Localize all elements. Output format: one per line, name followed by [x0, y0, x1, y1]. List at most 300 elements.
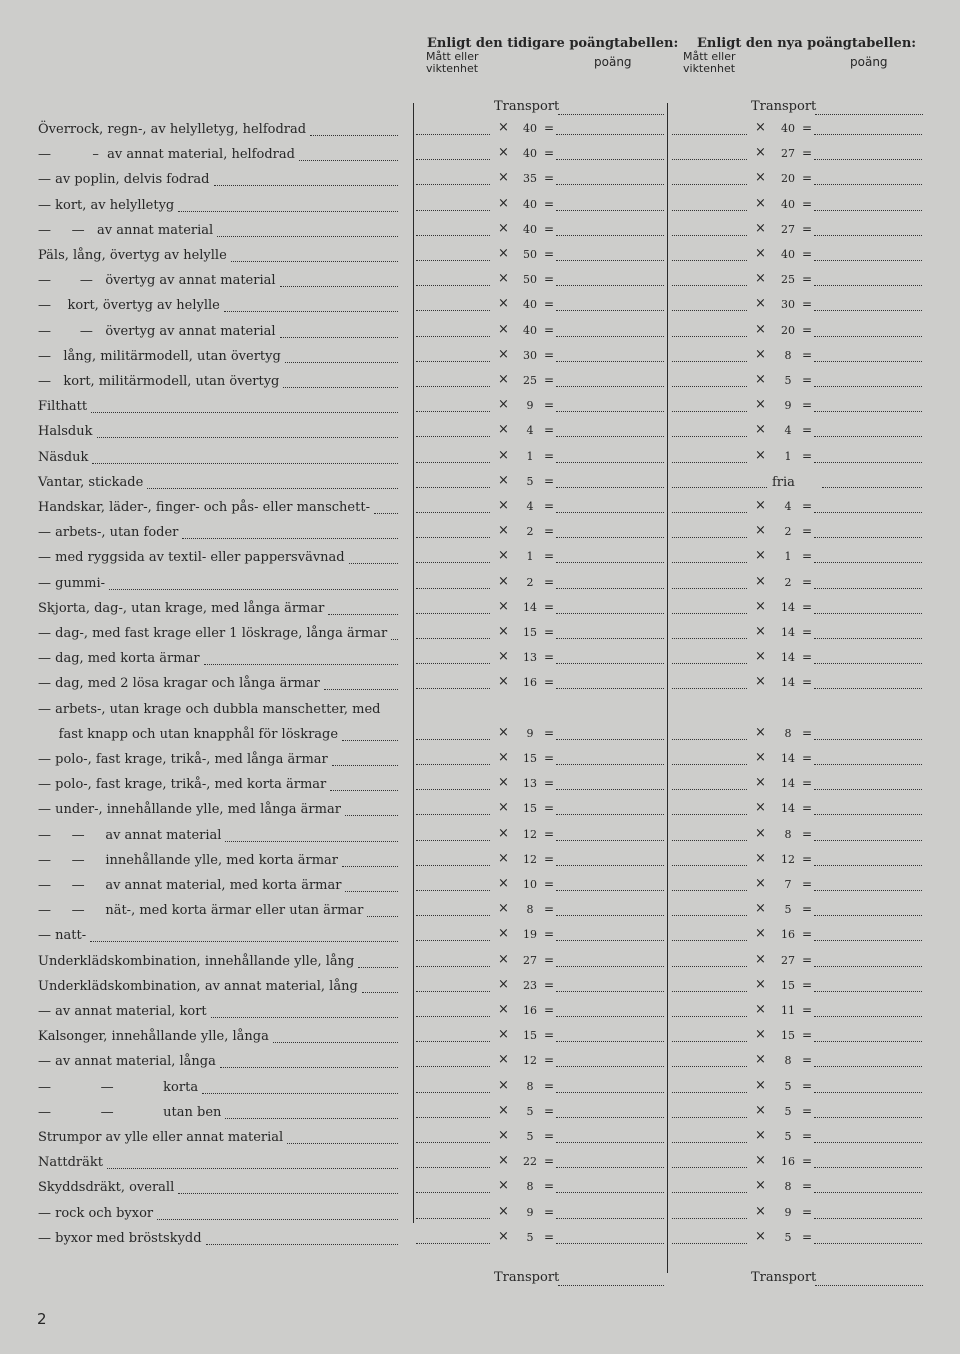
label-leader-dots	[91, 411, 398, 413]
multiply-sign: ×	[498, 876, 509, 891]
multiply-sign: ×	[498, 951, 509, 967]
multiply-sign: ×	[498, 246, 509, 261]
equals-sign: =	[802, 373, 813, 387]
equals-sign: =	[802, 247, 813, 261]
new-result-dots	[814, 1117, 922, 1118]
label-leader-dots	[349, 562, 398, 564]
old-points-value: 1	[526, 449, 534, 463]
old-result-dots	[556, 1192, 664, 1193]
old-result-dots	[556, 134, 664, 135]
old-result-dots	[556, 940, 664, 941]
item-label: Nattdräkt	[38, 1155, 103, 1171]
equals-sign: =	[802, 826, 813, 841]
old-measure-dots	[416, 814, 490, 815]
equals-sign: =	[544, 1229, 555, 1244]
multiply-sign: ×	[755, 1052, 766, 1068]
equals-sign: =	[544, 625, 555, 639]
old-result-dots	[556, 159, 664, 160]
old-points-value: 40	[523, 197, 537, 211]
multiply-sign: ×	[755, 220, 766, 236]
new-points-value: 4	[784, 424, 792, 438]
page-number: 2	[37, 1310, 47, 1328]
multiply-sign: ×	[755, 447, 766, 463]
table-row	[0, 294, 960, 319]
old-measure-dots	[416, 991, 490, 992]
equals-sign: =	[544, 524, 555, 539]
new-measure-dots	[672, 688, 747, 689]
equals-sign: =	[544, 1129, 555, 1143]
item-label: — — av annat material	[38, 222, 214, 238]
new-points-value: 11	[781, 1004, 795, 1017]
new-points-value: 7	[784, 878, 792, 891]
old-measure-dots	[416, 1243, 490, 1244]
new-points-value: 2	[784, 525, 792, 539]
label-leader-dots	[273, 1041, 398, 1043]
old-points-value: 10	[523, 878, 537, 891]
new-points-value: 30	[781, 298, 795, 312]
new-result-dots	[814, 386, 922, 387]
table-row	[0, 1151, 960, 1176]
multiply-sign: ×	[498, 498, 509, 513]
equals-sign: =	[544, 196, 555, 211]
label-leader-dots	[147, 487, 398, 489]
new-points-value: 5	[784, 1130, 792, 1143]
old-points-value: 5	[526, 1230, 534, 1244]
multiply-sign: ×	[498, 624, 509, 639]
label-leader-dots	[310, 134, 398, 136]
equals-sign: =	[802, 524, 813, 539]
old-measure-dots	[416, 462, 490, 463]
old-measure-dots	[416, 1142, 490, 1143]
table-row	[0, 370, 960, 395]
old-measure-dots	[416, 487, 490, 488]
new-points-value: 14	[781, 777, 795, 791]
new-measure-dots	[672, 991, 747, 992]
multiply-sign: ×	[755, 926, 766, 942]
table-row	[0, 244, 960, 269]
new-result-dots	[814, 915, 922, 916]
multiply-sign: ×	[498, 674, 509, 690]
new-points-value: 9	[784, 399, 792, 413]
equals-sign: =	[802, 272, 813, 287]
equals-sign: =	[544, 297, 555, 312]
multiply-sign: ×	[498, 422, 509, 438]
multiply-sign: ×	[498, 1027, 509, 1043]
old-measure-dots	[416, 1218, 490, 1219]
equals-sign: =	[544, 1053, 555, 1068]
new-measure-dots	[672, 940, 747, 941]
multiply-sign: ×	[755, 1178, 766, 1194]
equals-sign: =	[544, 1078, 555, 1093]
old-points-value: 14	[523, 600, 537, 614]
old-result-dots	[556, 310, 664, 311]
multiply-sign: ×	[498, 901, 509, 917]
item-label: — av annat material, långa	[38, 1054, 216, 1070]
old-result-dots	[556, 260, 664, 261]
equals-sign: =	[802, 952, 813, 967]
new-measure-dots	[672, 1142, 747, 1143]
equals-sign: =	[802, 877, 813, 891]
multiply-sign: ×	[498, 296, 509, 312]
label-leader-dots	[178, 210, 398, 212]
item-label: — natt-	[38, 928, 87, 944]
label-leader-dots	[342, 739, 398, 741]
new-measure-dots	[672, 1192, 747, 1193]
multiply-sign: ×	[498, 447, 509, 463]
old-result-dots	[556, 991, 664, 992]
equals-sign: =	[802, 776, 813, 791]
multiply-sign: ×	[498, 1203, 509, 1219]
old-points-label: poäng	[594, 55, 632, 69]
old-points-value: 19	[523, 928, 537, 942]
transport-top-old: Transport	[494, 99, 560, 114]
new-result-dots	[814, 865, 922, 866]
new-points-value: 40	[781, 197, 795, 211]
multiply-sign: ×	[498, 321, 509, 337]
label-leader-dots	[345, 814, 398, 816]
new-result-dots	[814, 789, 922, 790]
label-leader-dots	[211, 1016, 398, 1018]
old-points-value: 22	[523, 1155, 537, 1169]
equals-sign: =	[544, 373, 555, 387]
multiply-sign: ×	[498, 1153, 509, 1169]
multiply-sign: ×	[755, 372, 766, 387]
equals-sign: =	[544, 650, 555, 665]
new-points-value: 9	[784, 1205, 792, 1219]
label-leader-dots	[362, 991, 398, 993]
new-points-value: 12	[781, 852, 795, 866]
multiply-sign: ×	[755, 120, 766, 135]
multiply-sign: ×	[498, 649, 509, 665]
multiply-sign: ×	[498, 472, 509, 488]
equals-sign: =	[544, 1179, 555, 1194]
label-leader-dots	[287, 1142, 398, 1144]
old-measure-dots	[416, 688, 490, 689]
table-row	[0, 521, 960, 546]
table-row	[0, 471, 960, 496]
new-measure-dots	[672, 235, 747, 236]
old-measure-dots	[416, 512, 490, 513]
multiply-sign: ×	[498, 120, 509, 135]
equals-sign: =	[544, 499, 555, 513]
new-result-dots	[814, 966, 922, 967]
multiply-sign: ×	[498, 775, 509, 791]
label-leader-dots	[225, 840, 398, 842]
multiply-sign: ×	[755, 800, 766, 816]
old-points-value: 16	[523, 676, 537, 690]
label-leader-dots	[324, 688, 398, 690]
new-measure-dots	[672, 1117, 747, 1118]
item-label: — dag, med korta ärmar	[38, 651, 200, 667]
new-measure-dots	[672, 613, 747, 614]
equals-sign: =	[544, 221, 555, 236]
table-row	[0, 320, 960, 345]
equals-sign: =	[802, 927, 813, 942]
item-label: — — av annat material, med korta ärmar	[38, 878, 342, 893]
multiply-sign: ×	[755, 775, 766, 791]
equals-sign: =	[544, 549, 555, 564]
equals-sign: =	[802, 171, 813, 186]
equals-sign: =	[802, 902, 813, 917]
new-points-value: 1	[784, 550, 792, 564]
old-points-value: 13	[523, 777, 537, 791]
new-measure-dots	[672, 890, 747, 891]
multiply-sign: ×	[755, 170, 766, 186]
item-label: — — innehållande ylle, med korta ärmar	[38, 852, 339, 868]
new-result-dots	[814, 1092, 922, 1093]
new-points-value: 27	[781, 222, 795, 236]
multiply-sign: ×	[498, 1102, 509, 1118]
new-measure-dots	[672, 260, 747, 261]
old-result-dots	[556, 1218, 664, 1219]
old-measure-dots	[416, 789, 490, 790]
new-result-dots	[822, 487, 922, 488]
equals-sign: =	[544, 448, 555, 463]
old-measure-dots	[416, 840, 490, 841]
item-label: — gummi-	[38, 575, 106, 591]
equals-sign: =	[544, 952, 555, 967]
new-result-dots	[814, 336, 922, 337]
new-measure-dots	[672, 739, 747, 740]
label-leader-dots	[157, 1218, 398, 1220]
equals-sign: =	[544, 247, 555, 261]
item-label: — – av annat material, helfodrad	[38, 147, 295, 163]
old-points-value: 15	[523, 802, 537, 816]
equals-sign: =	[544, 801, 555, 816]
table-row	[0, 798, 960, 823]
multiply-sign: ×	[755, 1002, 766, 1017]
label-leader-dots	[374, 512, 398, 514]
equals-sign: =	[544, 1154, 555, 1169]
multiply-sign: ×	[498, 271, 509, 287]
label-leader-dots	[342, 865, 398, 867]
table-row	[0, 118, 960, 143]
old-points-value: 50	[523, 248, 537, 261]
table-row	[0, 269, 960, 294]
old-result-dots	[556, 638, 664, 639]
multiply-sign: ×	[755, 397, 766, 413]
item-label: Kalsonger, innehållande ylle, långa	[38, 1029, 269, 1045]
label-leader-dots	[231, 260, 398, 262]
equals-sign: =	[544, 473, 555, 488]
item-label: — lång, militärmodell, utan övertyg	[38, 348, 281, 364]
new-points-value: 5	[784, 1079, 792, 1093]
multiply-sign: ×	[498, 1228, 509, 1244]
new-measure-dots	[672, 210, 747, 211]
old-result-dots	[556, 764, 664, 765]
label-leader-dots	[358, 966, 398, 968]
multiply-sign: ×	[755, 1027, 766, 1043]
new-measure-dots	[672, 436, 747, 437]
table-row	[0, 1101, 960, 1126]
new-points-value: 14	[781, 600, 795, 614]
new-measure-dots	[672, 462, 747, 463]
label-leader-dots	[182, 537, 398, 539]
old-points-value: 40	[523, 122, 537, 135]
table-row	[0, 219, 960, 244]
new-measure-dots	[672, 1167, 747, 1168]
multiply-sign: ×	[755, 246, 766, 261]
item-label: — kort, av helylletyg	[38, 197, 175, 213]
new-result-dots	[814, 739, 922, 740]
new-result-dots	[814, 663, 922, 664]
multiply-sign: ×	[498, 1002, 509, 1017]
old-result-dots	[556, 1066, 664, 1067]
new-measure-dots	[672, 814, 747, 815]
new-measure-dots	[672, 134, 747, 135]
item-label: — dag-, med fast krage eller 1 löskrage, långa ärmar	[38, 626, 388, 641]
table-row	[0, 572, 960, 597]
multiply-sign: ×	[755, 573, 766, 589]
equals-sign: =	[544, 1003, 555, 1017]
new-measure-dots	[672, 285, 747, 286]
transport-bottom-new-line	[815, 1284, 923, 1286]
new-points-value: 4	[784, 500, 792, 513]
multiply-sign: ×	[755, 825, 766, 841]
new-result-dots	[814, 1041, 922, 1042]
old-measure-dots	[416, 588, 490, 589]
multiply-sign: ×	[755, 1228, 766, 1244]
old-points-value: 4	[526, 500, 534, 513]
old-measure-dots	[416, 1117, 490, 1118]
label-leader-dots	[299, 159, 398, 161]
label-leader-dots	[90, 940, 398, 942]
old-points-value: 5	[526, 1130, 534, 1143]
old-points-value: 13	[523, 651, 537, 665]
old-measure-dots	[416, 1192, 490, 1193]
multiply-sign: ×	[755, 876, 766, 891]
equals-sign: =	[802, 1053, 813, 1068]
equals-sign: =	[544, 776, 555, 791]
old-result-dots	[556, 562, 664, 563]
new-points-value: 14	[781, 651, 795, 665]
label-leader-dots	[206, 1243, 398, 1245]
old-points-value: 8	[526, 903, 534, 917]
multiply-sign: ×	[498, 750, 509, 765]
equals-sign: =	[544, 902, 555, 917]
new-points-value: 15	[781, 978, 795, 992]
new-points-value: 15	[781, 1029, 795, 1043]
new-points-value: 14	[781, 626, 795, 639]
label-leader-dots	[280, 336, 398, 338]
multiply-sign: ×	[755, 1203, 766, 1219]
label-leader-dots	[328, 613, 398, 615]
multiply-sign: ×	[498, 170, 509, 186]
old-measure-dots	[416, 310, 490, 311]
equals-sign: =	[802, 1129, 813, 1143]
equals-sign: =	[544, 171, 555, 186]
old-result-dots	[556, 966, 664, 967]
equals-sign: =	[802, 650, 813, 665]
equals-sign: =	[802, 1204, 813, 1219]
old-result-dots	[556, 436, 664, 437]
multiply-sign: ×	[755, 624, 766, 639]
equals-sign: =	[544, 725, 555, 740]
transport-top-new: Transport	[751, 99, 817, 114]
item-label: Underklädskombination, av annat material, lång	[38, 978, 358, 994]
old-points-value: 12	[523, 827, 537, 841]
equals-sign: =	[544, 751, 555, 765]
old-points-value: 27	[523, 953, 537, 967]
old-result-dots	[556, 285, 664, 286]
new-result-dots	[814, 1142, 922, 1143]
old-result-dots	[556, 235, 664, 236]
old-result-dots	[556, 663, 664, 664]
old-points-value: 12	[523, 852, 537, 866]
equals-sign: =	[544, 272, 555, 287]
old-measure-dots	[416, 386, 490, 387]
label-leader-dots	[217, 235, 398, 237]
old-points-value: 15	[523, 752, 537, 765]
multiply-sign: ×	[755, 951, 766, 967]
old-measure-dots	[416, 865, 490, 866]
new-points-value: 5	[784, 903, 792, 917]
old-measure-dots	[416, 411, 490, 412]
new-points-value: 5	[784, 1104, 792, 1118]
old-points-value: 25	[523, 374, 537, 387]
multiply-sign: ×	[498, 1178, 509, 1194]
item-label: — polo-, fast krage, trikå-, med korta ärmar	[38, 777, 327, 793]
old-measure-dots	[416, 1016, 490, 1017]
table-row	[0, 698, 960, 723]
old-points-value: 40	[523, 298, 537, 312]
old-result-dots	[556, 1142, 664, 1143]
multiply-sign: ×	[755, 422, 766, 438]
item-label: — arbets-, utan foder	[38, 525, 179, 541]
label-leader-dots	[202, 1092, 398, 1094]
old-points-value: 40	[523, 323, 537, 337]
table-row	[0, 597, 960, 622]
new-measure-dots	[672, 789, 747, 790]
item-label: — kort, militärmodell, utan övertyg	[38, 374, 280, 389]
new-result-dots	[814, 537, 922, 538]
old-result-dots	[556, 789, 664, 790]
multiply-sign: ×	[755, 724, 766, 740]
item-label: — — övertyg av annat material	[38, 273, 276, 289]
equals-sign: =	[802, 1103, 813, 1118]
new-result-dots	[814, 1167, 922, 1168]
new-result-dots	[814, 764, 922, 765]
equals-sign: =	[802, 675, 813, 690]
equals-sign: =	[544, 423, 555, 438]
table-row	[0, 1076, 960, 1101]
old-result-dots	[556, 1167, 664, 1168]
old-measure-dots	[416, 1092, 490, 1093]
label-leader-dots	[107, 1167, 398, 1169]
new-measure-dots	[672, 663, 747, 664]
old-measure-dots	[416, 940, 490, 941]
new-points-value: 8	[784, 1054, 792, 1068]
new-measure-dots	[672, 361, 747, 362]
new-points-value: 14	[781, 802, 795, 816]
multiply-sign: ×	[755, 321, 766, 337]
old-result-dots	[556, 386, 664, 387]
new-points-value: 27	[781, 147, 795, 161]
old-result-dots	[556, 915, 664, 916]
multiply-sign: ×	[755, 850, 766, 866]
old-result-dots	[556, 210, 664, 211]
item-label: — polo-, fast krage, trikå-, med långa ärmar	[38, 752, 328, 767]
transport-top-new-line	[815, 113, 923, 115]
new-result-dots	[814, 1016, 922, 1017]
new-measure-dots	[672, 840, 747, 841]
equals-sign: =	[802, 625, 813, 639]
equals-sign: =	[544, 347, 555, 362]
old-result-dots	[556, 1117, 664, 1118]
old-measure-dots	[416, 537, 490, 538]
old-measure-dots	[416, 663, 490, 664]
new-result-dots	[814, 1066, 922, 1067]
